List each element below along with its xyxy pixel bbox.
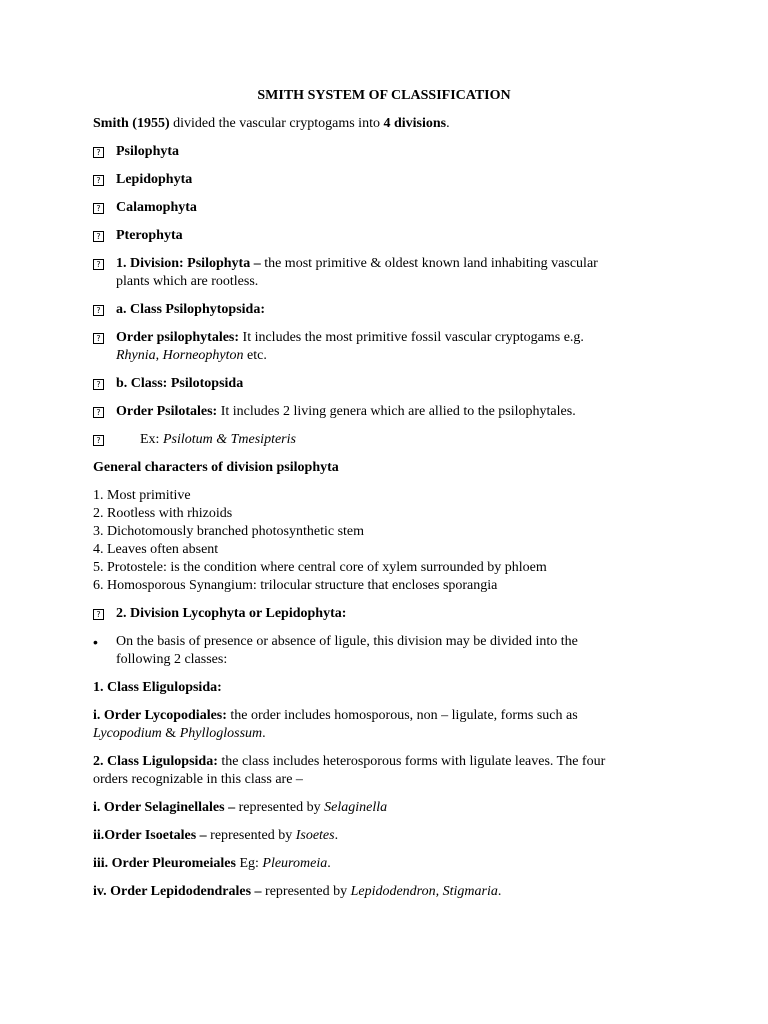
bullet-box-icon: ? xyxy=(93,435,104,446)
division-2-title: 2. Division Lycophyta or Lepidophyta: xyxy=(116,606,347,621)
order-psilotales xyxy=(116,403,576,421)
genus-name: Lepidodendron, Stigmaria xyxy=(350,884,498,899)
bullet-box-icon: ? xyxy=(93,231,104,242)
order-title: iv. Order Lepidodendrales – xyxy=(93,884,262,899)
order-title: i. Order Lycopodiales: xyxy=(93,708,227,723)
basis-paragraph: On the basis of presence or absence of ligule, this division may be divided into the xyxy=(116,634,578,649)
class-a-heading xyxy=(116,301,265,319)
class-desc: the class includes heterosporous forms with ligulate leaves. The four xyxy=(217,754,606,769)
class-b-title: b. Class: Psilotopsida xyxy=(116,376,244,391)
order-title: iii. Order Pleuromeiales xyxy=(93,856,236,871)
period: . xyxy=(497,884,502,899)
order-title: i. Order Selaginellales – xyxy=(93,800,236,815)
class-title: 2. Class Ligulopsida: xyxy=(93,754,218,769)
intro-paragraph xyxy=(93,115,450,133)
intro-text: divided the vascular cryptogams into xyxy=(169,116,384,131)
period: . xyxy=(327,856,331,871)
division-item xyxy=(116,199,197,217)
character-item: 5. Protostele: is the condition where central core of xylem surrounded by phloem xyxy=(93,560,547,575)
order-desc: represented by xyxy=(261,884,351,899)
genus-name: Horneophyton xyxy=(162,348,244,363)
order-lycopodiales-cont xyxy=(93,725,266,743)
separator: , xyxy=(155,348,163,363)
example-line xyxy=(140,431,296,449)
order-title: ii.Order Isoetales – xyxy=(93,828,207,843)
page-title: SMITH SYSTEM OF CLASSIFICATION xyxy=(257,88,511,103)
division-1-title: 1. Division: Psilophyta – xyxy=(116,256,261,271)
period: . xyxy=(334,828,339,843)
division-1-heading xyxy=(116,255,598,273)
order-item xyxy=(93,799,387,817)
section-heading: General characters of division psilophyta xyxy=(93,460,339,475)
bullet-box-icon: ? xyxy=(93,407,104,418)
example-genera: Psilotum & Tmesipteris xyxy=(162,432,296,447)
class-b-heading xyxy=(116,375,243,393)
class-ligulopsida xyxy=(93,753,605,771)
class-title: 1. Class Eligulopsida: xyxy=(93,680,222,695)
character-item: 3. Dichotomously branched photosynthetic stem xyxy=(93,524,365,539)
order-psilophytales xyxy=(116,329,584,347)
character-item: 2. Rootless with rhizoids xyxy=(93,506,233,521)
order-desc: represented by xyxy=(206,828,296,843)
bullet-box-icon: ? xyxy=(93,147,104,158)
order-desc: the order includes homosporous, non – ligulate, forms such as xyxy=(226,708,578,723)
genus-name: Lycopodium xyxy=(93,726,162,741)
basis-paragraph-cont: following 2 classes: xyxy=(116,652,228,667)
character-item: 6. Homosporous Synangium: trilocular structure that encloses sporangia xyxy=(93,578,498,593)
genus-name: Rhynia xyxy=(116,348,156,363)
order-item xyxy=(93,855,331,873)
division-name: Lepidophyta xyxy=(116,172,193,187)
division-1-desc: the most primitive & oldest known land inhabiting vascular xyxy=(260,256,598,271)
separator: & xyxy=(161,726,180,741)
general-characters-heading xyxy=(93,459,339,477)
bullet-box-icon: ? xyxy=(93,175,104,186)
bullet-box-icon: ? xyxy=(93,203,104,214)
order-desc: represented by xyxy=(235,800,325,815)
bullet-box-icon: ? xyxy=(93,259,104,270)
order-desc: It includes the most primitive fossil vascular cryptogams e.g. xyxy=(239,330,584,345)
bullet-box-icon: ? xyxy=(93,609,104,620)
order-desc: It includes 2 living genera which are allied to the psilophytales. xyxy=(217,404,576,419)
genus-name: Phylloglossum xyxy=(179,726,263,741)
class-a-title: a. Class Psilophytopsida: xyxy=(116,302,265,317)
division-name: Calamophyta xyxy=(116,200,197,215)
order-desc: Eg: xyxy=(235,856,263,871)
division-item xyxy=(116,143,179,161)
division-name: Pterophyta xyxy=(116,228,183,243)
genus-name: Pleuromeia xyxy=(262,856,328,871)
intro-author: Smith (1955) xyxy=(93,116,170,131)
bullet-box-icon: ? xyxy=(93,305,104,316)
order-item xyxy=(93,883,501,901)
example-label: Ex: xyxy=(140,432,163,447)
genus-name: Isoetes xyxy=(295,828,335,843)
division-item xyxy=(116,227,183,245)
etc-text: etc. xyxy=(243,348,267,363)
order-lycopodiales xyxy=(93,707,578,725)
period: . xyxy=(262,726,266,741)
bullet-box-icon: ? xyxy=(93,379,104,390)
class-ligulopsida-cont: orders recognizable in this class are – xyxy=(93,772,303,787)
character-item: 1. Most primitive xyxy=(93,488,191,503)
division-1-desc-cont: plants which are rootless. xyxy=(116,274,259,289)
genus-name: Selaginella xyxy=(324,800,388,815)
character-item: 4. Leaves often absent xyxy=(93,542,219,557)
dot-bullet-icon: • xyxy=(93,634,98,650)
order-psilophytales-cont xyxy=(116,347,267,365)
order-item xyxy=(93,827,338,845)
intro-count: 4 divisions xyxy=(383,116,447,131)
division-item xyxy=(116,171,192,189)
order-title: Order psilophytales: xyxy=(116,330,240,345)
division-name: Psilophyta xyxy=(116,144,180,159)
bullet-box-icon: ? xyxy=(93,333,104,344)
class-eligulopsida xyxy=(93,679,222,697)
order-title: Order Psilotales: xyxy=(116,404,218,419)
division-2-heading xyxy=(116,605,346,623)
intro-end: . xyxy=(446,116,450,131)
